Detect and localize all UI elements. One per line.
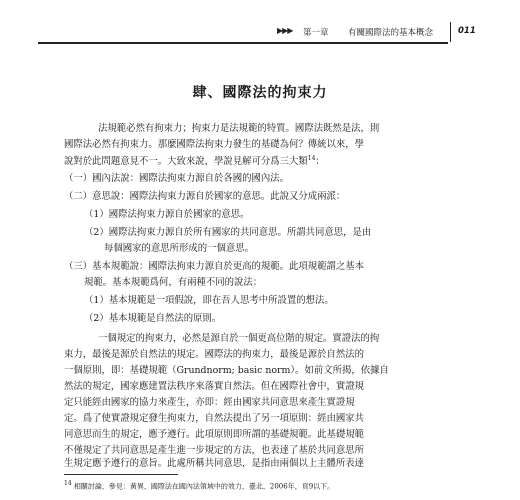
header-chapter: 第一章 (303, 28, 329, 38)
body-line: 定只能經由國家的協力來產生，亦即：經由國家共同意思來產生實證規 (64, 397, 355, 408)
header-rule (38, 42, 448, 44)
footnote-rule (64, 474, 178, 475)
body-line: 一個原則，即：基礎規範（Grundnorm; basic norm）。如前文所揭，依據自 (64, 365, 389, 376)
body-line-colon: ： (315, 156, 325, 168)
body-line: 生規定應予遵行的意旨。此處所稱共同意思，是指由兩個以上主體所表達 (64, 458, 365, 469)
body-line (64, 156, 325, 167)
list-subitem: （1）國際法拘束力源自於國家的意思。 (84, 209, 250, 220)
body-line: 定。爲了使實證規定發生拘束力，自然法提出了另一項原則：經由國家共 (64, 413, 365, 424)
list-subitem: （1）基本規範是一項假說，即在吾人思考中所設置的想法。 (84, 295, 334, 306)
body-line: 不僅規定了共同意思是產生進一步規定的方法，也表達了基於共同意思所 (64, 445, 365, 456)
header-divider (450, 22, 451, 42)
header-arrows-icon: ▶▶▶ (277, 26, 293, 35)
section-title: 肆、國際法的拘束力 (192, 85, 328, 101)
footnote-number: 14 (64, 480, 72, 487)
body-line: 國際法必然有拘束力。那麼國際法拘束力發生的基礎為何？傳統以來，學 (64, 139, 365, 150)
footnote-text: 相關討論，參見：黃異，國際法在國內法領域中的效力，臺北，2006年，頁9以下。 (73, 482, 335, 491)
list-item: （一）國內法說：國際法拘束力源自於各國的國內法。 (64, 173, 290, 184)
body-line-text: 說對於此問題意見不一。大致來說，學說見解可分爲三大類 (64, 156, 308, 168)
body-line: 束力，最後是源於自然法的規定。國際法的拘束力，最後是源於自然法的 (64, 349, 365, 360)
list-subitem-continuation: 每個國家的意思所形成的一個意思。 (104, 243, 255, 254)
body-line: 同意思而生的規定，應予遵行。此項原則即所謂的基礎規範。此基礎規範 (64, 429, 365, 440)
list-item: （三）基本規範說：國際法拘束力源自於更高的規範。此項規範謂之基本 (64, 261, 365, 272)
list-item: （二）意思說：國際法拘束力源自於國家的意思。此說又分成兩派： (64, 191, 346, 202)
footnote (64, 480, 334, 491)
list-subitem: （2）基本規範是自然法的原則。 (84, 313, 222, 324)
running-header (0, 22, 520, 44)
header-chapter-title: 有關國際法的基本概念 (348, 28, 434, 38)
body-line: 然法的規定，國家應建置法秩序來落實自然法。但在國際社會中，實證規 (64, 381, 365, 392)
list-item-continuation: 規範。基本規範爲何，有兩種不同的說法： (84, 277, 263, 288)
page-number: 011 (458, 26, 476, 36)
list-subitem: （2）國際法拘束力源自於所有國家的共同意思。所謂共同意思，是由 (84, 227, 372, 238)
body-line: 法規範必然有拘束力；拘束力是法規範的特質。國際法既然是法，則 (98, 123, 380, 134)
body-line: 一個規定的拘束力，必然是源自於一個更高位階的規定。實證法的拘 (98, 333, 380, 344)
footnote-ref: 14 (307, 155, 316, 162)
